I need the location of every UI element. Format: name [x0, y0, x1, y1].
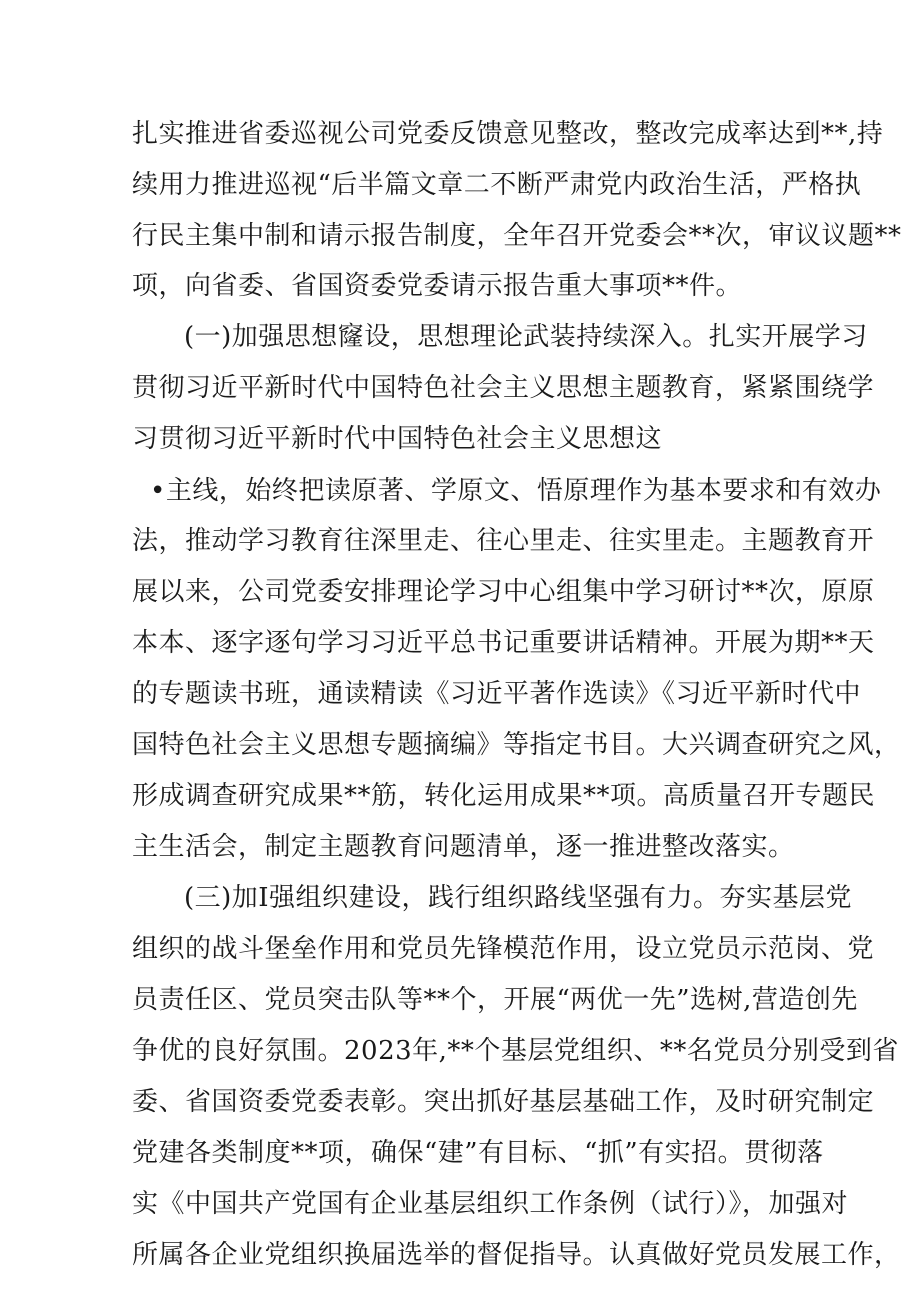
text-line: 争优的良好氛围。2023年,**个基层党组织、**名党员分别受到省: [132, 1036, 899, 1066]
text-line: 习贯彻习近平新时代中国特色社会主义思想这: [132, 424, 663, 454]
text-line: 员责任区、党员突击队等**个，开展“两优一先”选树,营造创先: [132, 985, 858, 1015]
text-line: 国特色社会主义思想专题摘编》等指定书目。大兴调查研究之风，: [132, 730, 901, 760]
text-line: 行民主集中制和请示报告制度，全年召开党委会**次，审议议题**: [132, 221, 902, 251]
text-line: 扎实推进省委巡视公司党委反馈意见整改，整改完成率达到**,持: [132, 119, 884, 149]
text-line: 展以来，公司党委安排理论学习中心组集中学习研讨**次，原原: [132, 577, 875, 607]
text-line: 所属各企业党组织换届选举的督促指导。认真做好党员发展工作，: [132, 1240, 901, 1270]
text-line: 党建各类制度**项，确保“建”有目标、“抓”有实招。贯彻落: [132, 1138, 824, 1168]
text-line: 法，推动学习教育往深里走、往心里走、往实里走。主题教育开: [132, 526, 875, 556]
text-line: 本本、逐字逐句学习习近平总书记重要讲话精神。开展为期**天: [132, 628, 875, 658]
text-line: 形成调查研究成果**筋，转化运用成果**项。高质量召开专题民: [132, 781, 876, 811]
text-line: 项，向省委、省国资委党委请示报告重大事项**件。: [132, 271, 743, 301]
section-heading-line: (三)加I强组织建设，践行组织路线坚强有力。夯实基层党: [184, 883, 853, 913]
text-line: 组织的战斗堡垒作用和党员先锋模范作用，设立党员示范岗、党: [132, 934, 875, 964]
text-line: 主生活会，制定主题教育问题清单，逐一推进整改落实。: [132, 832, 795, 862]
text-line: 实《中国共产党国有企业基层组织工作条例（试行）》，加强对: [132, 1189, 849, 1219]
section-heading-line: (一)加强思想窿设，思想理论武装持续深入。扎实开展学习: [184, 322, 868, 352]
text-line: 续用力推进巡视“后半篇文章二不断严肃党内政治生活，严格执: [132, 170, 862, 200]
text-line: 委、省国资委党委表彰。突出抓好基层基础工作，及时研究制定: [132, 1087, 875, 1117]
text-line: 贯彻习近平新时代中国特色社会主义思想主题教育，紧紧围绕学: [132, 373, 875, 403]
text-line: •主线，始终把读原著、学原文、悟原理作为基本要求和有效办: [150, 476, 882, 506]
text-line: 的专题读书班，通读精读《习近平著作选读》《习近平新时代中: [132, 679, 862, 709]
